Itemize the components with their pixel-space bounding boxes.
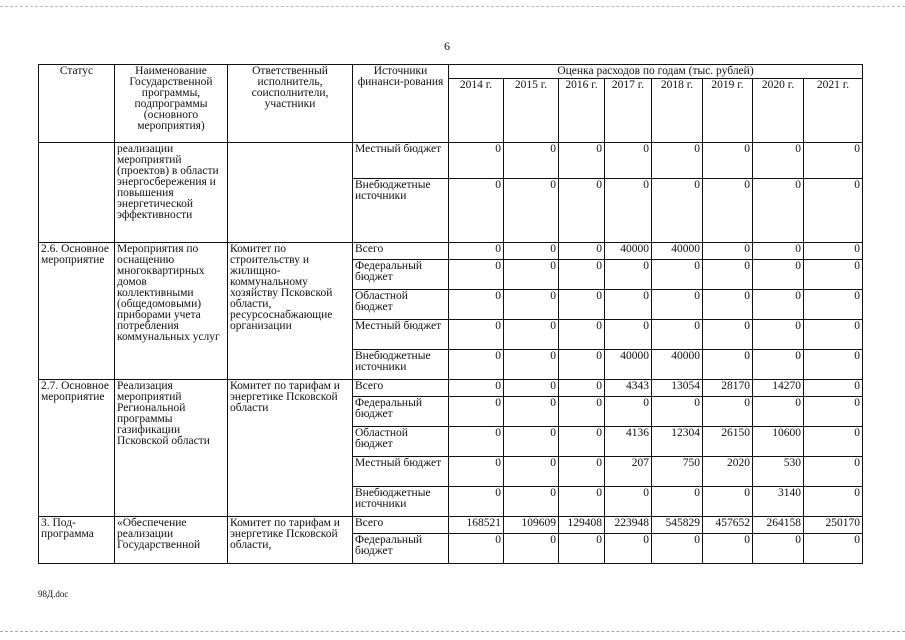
header-year: 2019 г. [703, 79, 753, 143]
header-year: 2014 г. [449, 79, 504, 143]
value-cell: 0 [804, 380, 863, 397]
table-body [39, 143, 863, 564]
value-cell: 0 [703, 534, 753, 564]
row-status [39, 143, 115, 243]
value-cell: 0 [703, 350, 753, 380]
value-cell: 0 [559, 290, 605, 320]
value-cell: 0 [504, 427, 559, 457]
value-cell: 250170 [804, 517, 863, 534]
value-cell: 0 [753, 290, 804, 320]
row-source: Местный бюджет [353, 320, 449, 350]
row-source: Федеральный бюджет [353, 397, 449, 427]
value-cell: 0 [605, 290, 652, 320]
page-number: 6 [444, 39, 450, 53]
header-responsible: Ответственный исполнитель, соисполнители, участники [228, 65, 353, 143]
value-cell: 0 [504, 380, 559, 397]
value-cell: 109609 [504, 517, 559, 534]
row-source: Внебюджетные источники [353, 350, 449, 380]
value-cell: 0 [804, 487, 863, 517]
row-source: Всего [353, 517, 449, 534]
value-cell: 0 [605, 179, 652, 243]
value-cell: 0 [753, 243, 804, 260]
value-cell: 40000 [605, 350, 652, 380]
row-source: Всего [353, 380, 449, 397]
value-cell: 0 [504, 260, 559, 290]
row-source: Местный бюджет [353, 143, 449, 179]
value-cell: 0 [804, 397, 863, 427]
value-cell: 10600 [753, 427, 804, 457]
value-cell: 0 [652, 290, 703, 320]
value-cell: 0 [605, 143, 652, 179]
value-cell: 12304 [652, 427, 703, 457]
row-source: Федеральный бюджет [353, 534, 449, 564]
value-cell: 0 [753, 350, 804, 380]
value-cell: 0 [504, 350, 559, 380]
value-cell: 129408 [559, 517, 605, 534]
value-cell: 0 [449, 243, 504, 260]
value-cell: 0 [703, 260, 753, 290]
value-cell: 0 [804, 260, 863, 290]
value-cell: 207 [605, 457, 652, 487]
header-status: Статус [39, 65, 115, 143]
value-cell: 3140 [753, 487, 804, 517]
value-cell: 0 [559, 179, 605, 243]
value-cell: 0 [449, 487, 504, 517]
value-cell: 0 [449, 260, 504, 290]
value-cell: 0 [504, 397, 559, 427]
value-cell: 0 [449, 350, 504, 380]
table-row [39, 143, 863, 179]
value-cell: 0 [504, 179, 559, 243]
value-cell: 28170 [703, 380, 753, 397]
value-cell: 0 [504, 143, 559, 179]
value-cell: 545829 [652, 517, 703, 534]
header-year: 2021 г. [804, 79, 863, 143]
value-cell: 0 [559, 243, 605, 260]
value-cell: 0 [504, 487, 559, 517]
value-cell: 0 [559, 320, 605, 350]
value-cell: 0 [504, 457, 559, 487]
value-cell: 2020 [703, 457, 753, 487]
value-cell: 40000 [652, 243, 703, 260]
row-name: Мероприятия по оснащению многоквартирных домов коллективными (общедомовыми) приборами учета потребления коммунальных услуг [115, 243, 228, 380]
value-cell: 0 [504, 290, 559, 320]
value-cell: 13054 [652, 380, 703, 397]
value-cell: 0 [559, 487, 605, 517]
value-cell: 530 [753, 457, 804, 487]
row-name: «Обеспечение реализации Государственной [115, 517, 228, 564]
value-cell: 26150 [703, 427, 753, 457]
value-cell: 0 [559, 427, 605, 457]
value-cell: 0 [804, 350, 863, 380]
value-cell: 0 [605, 260, 652, 290]
row-source: Внебюджетные источники [353, 179, 449, 243]
value-cell: 0 [753, 534, 804, 564]
value-cell: 4343 [605, 380, 652, 397]
value-cell: 0 [559, 534, 605, 564]
value-cell: 0 [559, 143, 605, 179]
value-cell: 0 [449, 320, 504, 350]
value-cell: 0 [804, 320, 863, 350]
value-cell: 0 [652, 260, 703, 290]
row-responsible [228, 143, 353, 243]
value-cell: 0 [504, 243, 559, 260]
value-cell: 4136 [605, 427, 652, 457]
value-cell: 0 [753, 260, 804, 290]
value-cell: 0 [605, 487, 652, 517]
value-cell: 0 [703, 487, 753, 517]
row-source: Местный бюджет [353, 457, 449, 487]
value-cell: 0 [504, 534, 559, 564]
value-cell: 0 [449, 534, 504, 564]
value-cell: 0 [804, 534, 863, 564]
row-responsible: Комитет по тарифам и энергетике Псковской области [228, 380, 353, 517]
table-row [39, 380, 863, 397]
row-status: 2.7. Основное мероприятие [39, 380, 115, 517]
row-responsible: Комитет по тарифам и энергетике Псковской области, [228, 517, 353, 564]
value-cell: 0 [703, 320, 753, 350]
header-year: 2016 г. [559, 79, 605, 143]
value-cell: 0 [703, 397, 753, 427]
value-cell: 0 [804, 243, 863, 260]
value-cell: 0 [652, 143, 703, 179]
value-cell: 457652 [703, 517, 753, 534]
row-status: 3. Под-программа [39, 517, 115, 564]
header-year: 2015 г. [504, 79, 559, 143]
row-source: Областной бюджет [353, 427, 449, 457]
scan-edge-top [0, 6, 905, 7]
value-cell: 0 [753, 143, 804, 179]
value-cell: 0 [559, 260, 605, 290]
value-cell: 0 [605, 320, 652, 350]
value-cell: 0 [703, 243, 753, 260]
row-responsible: Комитет по строительству и жилищно-коммунальному хозяйству Псковской области, ресурсоснабжающие организации [228, 243, 353, 380]
value-cell: 0 [652, 320, 703, 350]
header-year: 2017 г. [605, 79, 652, 143]
value-cell: 0 [652, 179, 703, 243]
header-year: 2020 г. [753, 79, 804, 143]
value-cell: 0 [753, 397, 804, 427]
budget-table [38, 64, 863, 564]
value-cell: 0 [804, 143, 863, 179]
row-name: реализации мероприятий (проектов) в области энергосбережения и повышения энергетической эффективности [115, 143, 228, 243]
value-cell: 0 [652, 487, 703, 517]
value-cell: 0 [449, 290, 504, 320]
value-cell: 0 [449, 143, 504, 179]
value-cell: 264158 [753, 517, 804, 534]
table-row [39, 517, 863, 534]
value-cell: 0 [804, 290, 863, 320]
row-source: Областной бюджет [353, 290, 449, 320]
value-cell: 223948 [605, 517, 652, 534]
value-cell: 14270 [753, 380, 804, 397]
header-sources: Источники финанси-рования [353, 65, 449, 143]
row-source: Всего [353, 243, 449, 260]
value-cell: 0 [804, 179, 863, 243]
header-year: 2018 г. [652, 79, 703, 143]
value-cell: 0 [449, 457, 504, 487]
value-cell: 0 [804, 427, 863, 457]
value-cell: 0 [559, 380, 605, 397]
row-source: Федеральный бюджет [353, 260, 449, 290]
value-cell: 750 [652, 457, 703, 487]
value-cell: 0 [559, 457, 605, 487]
value-cell: 0 [449, 427, 504, 457]
value-cell: 0 [559, 350, 605, 380]
value-cell: 0 [449, 179, 504, 243]
value-cell: 40000 [605, 243, 652, 260]
table-row [39, 243, 863, 260]
header-estimate: Оценка расходов по годам (тыс. рублей) [449, 65, 863, 79]
value-cell: 168521 [449, 517, 504, 534]
row-status: 2.6. Основное мероприятие [39, 243, 115, 380]
value-cell: 0 [449, 380, 504, 397]
row-source: Внебюджетные источники [353, 487, 449, 517]
value-cell: 0 [605, 534, 652, 564]
value-cell: 0 [753, 320, 804, 350]
header-name: Наименование Государственной программы, подпрограммы (основного мероприятия) [115, 65, 228, 143]
value-cell: 0 [703, 290, 753, 320]
footer-doc-name: 98Д.doc [38, 589, 69, 599]
value-cell: 40000 [652, 350, 703, 380]
value-cell: 0 [504, 320, 559, 350]
value-cell: 0 [652, 397, 703, 427]
value-cell: 0 [652, 534, 703, 564]
value-cell: 0 [449, 397, 504, 427]
value-cell: 0 [703, 143, 753, 179]
scan-edge-bottom [0, 631, 905, 632]
value-cell: 0 [753, 179, 804, 243]
value-cell: 0 [804, 457, 863, 487]
row-name: Реализация мероприятий Региональной программы газификации Псковской области [115, 380, 228, 517]
value-cell: 0 [559, 397, 605, 427]
value-cell: 0 [703, 179, 753, 243]
value-cell: 0 [605, 397, 652, 427]
